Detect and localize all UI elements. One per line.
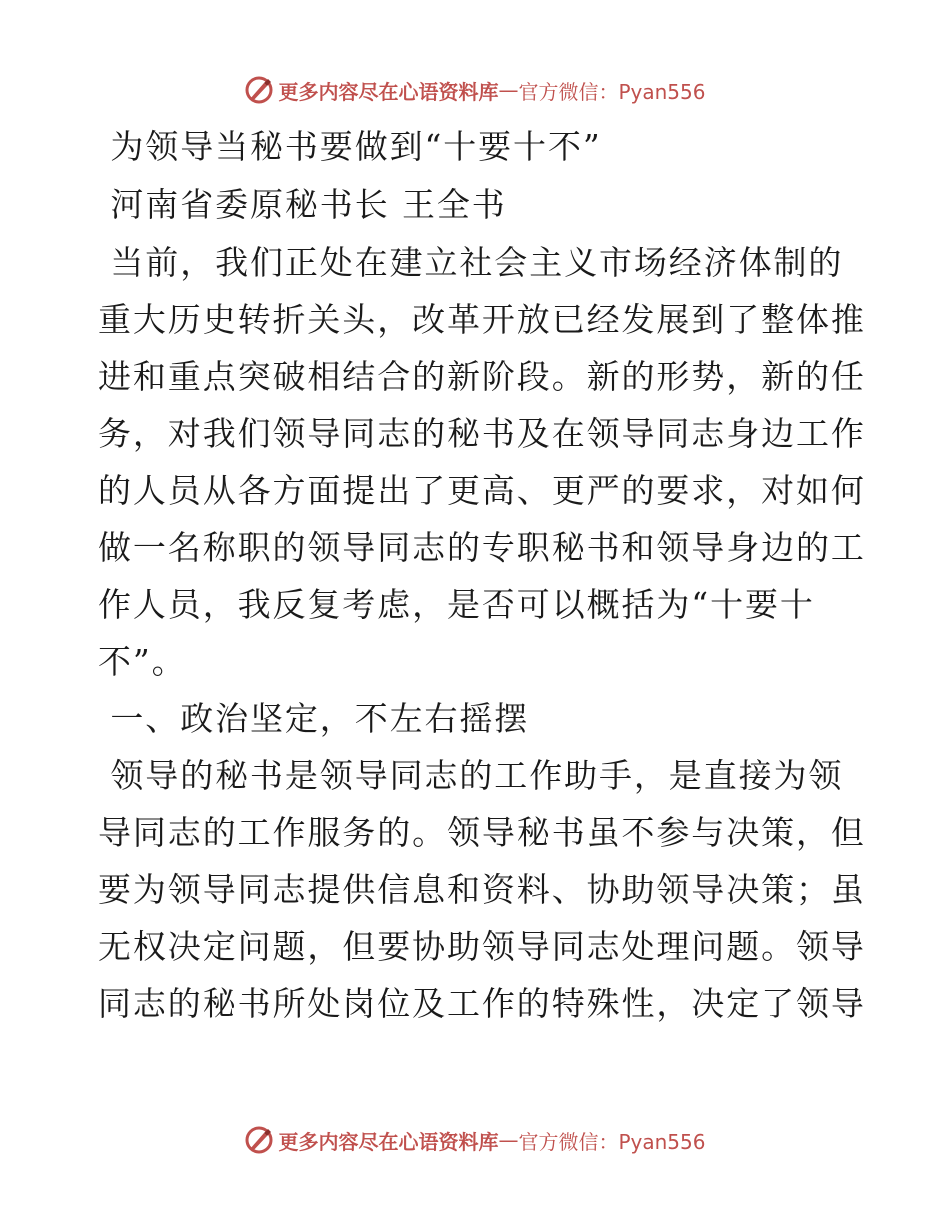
paragraph-line: 做一名称职的领导同志的专职秘书和领导身边的工 — [98, 528, 866, 567]
paragraph-line: 作人员，我反复考虑，是否可以概括为“十要十 — [98, 585, 815, 624]
paragraph-line: 领导的秘书是领导同志的工作助手，是直接为领 — [98, 756, 844, 795]
header-watermark — [0, 70, 950, 110]
intro-paragraph — [98, 234, 866, 690]
document-body — [98, 118, 866, 1032]
paragraph-line: 导同志的工作服务的。领导秘书虽不参与决策，但 — [98, 813, 866, 852]
watermark-main-text: 更多内容尽在心语资料库 — [278, 1129, 499, 1154]
red-pen-logo-icon — [244, 75, 274, 105]
section-heading: 一、政治坚定，不左右摇摆 — [98, 699, 530, 738]
paragraph-line: 进和重点突破相结合的新阶段。新的形势，新的任 — [98, 357, 866, 396]
paragraph-line: 的人员从各方面提出了更高、更严的要求，对如何 — [98, 471, 866, 510]
paragraph-line: 同志的秘书所处岗位及工作的特殊性，决定了领导 — [98, 984, 866, 1023]
red-pen-logo-icon — [244, 1125, 274, 1155]
document-author: 河南省委原秘书长 王全书 — [98, 185, 507, 224]
section-paragraph — [98, 747, 866, 1032]
paragraph-line: 不”。 — [98, 642, 187, 681]
document-title: 为领导当秘书要做到“十要十不” — [98, 127, 602, 166]
watermark-main-text: 更多内容尽在心语资料库 — [278, 79, 499, 104]
watermark-suffix-text: 官方微信：Pyan556 — [518, 1129, 706, 1154]
paragraph-line: 重大历史转折关头，改革开放已经发展到了整体推 — [98, 300, 866, 339]
watermark-dash: — — [498, 78, 519, 102]
paragraph-line: 无权决定问题，但要协助领导同志处理问题。领导 — [98, 927, 866, 966]
watermark-suffix-text: 官方微信：Pyan556 — [518, 79, 706, 104]
watermark-dash: — — [498, 1128, 519, 1152]
paragraph-line: 当前，我们正处在建立社会主义市场经济体制的 — [98, 243, 844, 282]
paragraph-line: 要为领导同志提供信息和资料、协助领导决策；虽 — [98, 870, 866, 909]
footer-watermark — [0, 1120, 950, 1160]
paragraph-line: 务，对我们领导同志的秘书及在领导同志身边工作 — [98, 414, 866, 453]
